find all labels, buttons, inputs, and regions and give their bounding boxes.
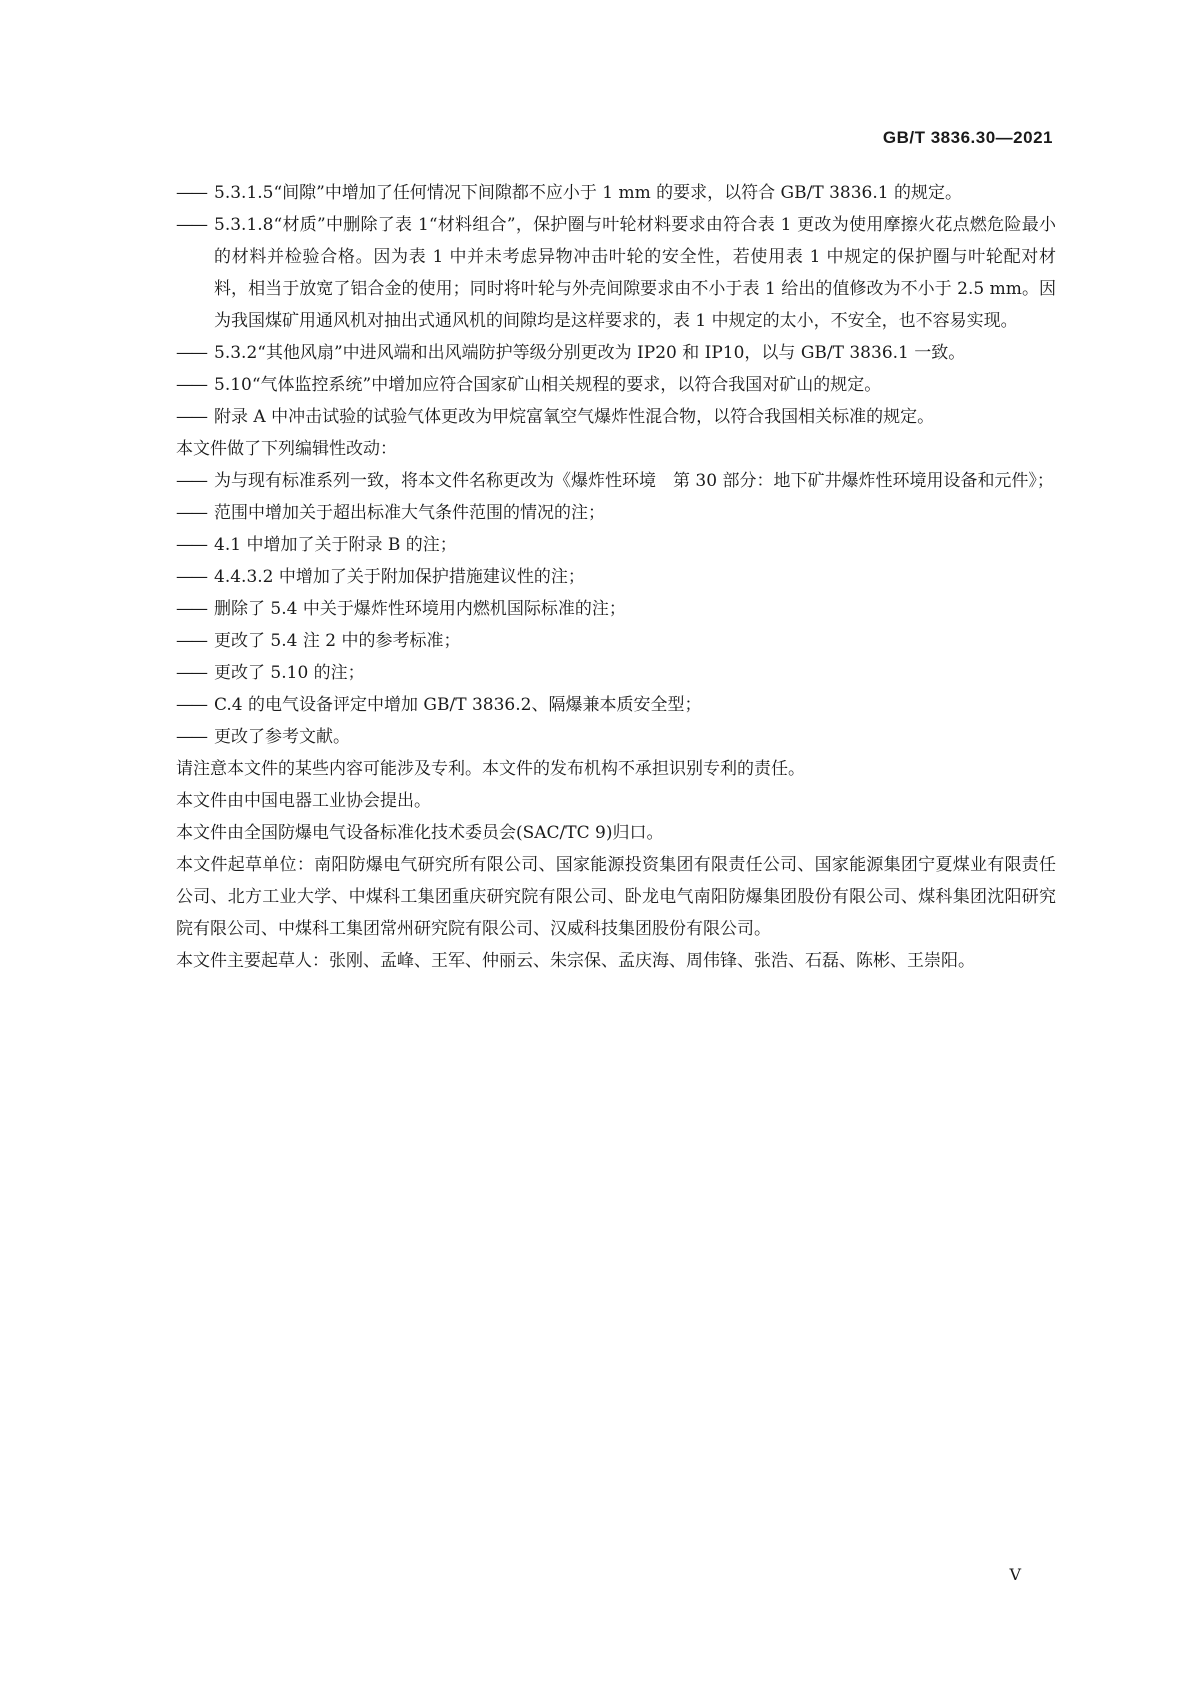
list-item <box>176 657 1056 689</box>
list-item <box>176 209 1056 337</box>
dash-marker: —— <box>176 535 206 555</box>
patent-notice: 请注意本文件的某些内容可能涉及专利。本文件的发布机构不承担识别专利的责任。 <box>176 759 805 779</box>
list-item <box>176 593 1056 625</box>
centralized-statement: 本文件由全国防爆电气设备标准化技术委员会(SAC/TC 9)归口。 <box>176 823 664 843</box>
standard-code: GB/T 3836.30—2021 <box>882 128 1053 147</box>
change-text: C.4 的电气设备评定中增加 GB/T 3836.2、隔爆兼本质安全型； <box>214 695 702 715</box>
list-item <box>176 721 1056 753</box>
change-text: 5.10“气体监控系统”中增加应符合国家矿山相关规程的要求，以符合我国对矿山的规定。 <box>214 375 882 395</box>
change-text: 5.3.2“其他风扇”中进风端和出风端防护等级分别更改为 IP20 和 IP10，以与 GB/T 3836.1 一致。 <box>214 343 966 363</box>
dash-marker: —— <box>176 471 206 491</box>
foreword-body <box>176 177 1056 977</box>
change-text: 4.1 中增加了关于附录 B 的注； <box>214 535 457 555</box>
editorial-intro: 本文件做了下列编辑性改动： <box>176 439 397 459</box>
dash-marker: —— <box>176 343 206 363</box>
dash-marker: —— <box>176 695 206 715</box>
dash-marker: —— <box>176 503 206 523</box>
change-text: 更改了参考文献。 <box>214 727 350 747</box>
dash-marker: —— <box>176 375 206 395</box>
drafting-units: 本文件起草单位：南阳防爆电气研究所有限公司、国家能源投资集团有限责任公司、国家能源集团宁夏煤业有限责任公司、北方工业大学、中煤科工集团重庆研究院有限公司、卧龙电气南阳防爆集团股份有限公司、煤科集团沈阳研究院有限公司、中煤科工集团常州研究院有限公司、汉威科技集团股份有限公司。 <box>176 855 1056 939</box>
list-item <box>176 689 1056 721</box>
list-item <box>176 529 1056 561</box>
dash-marker: —— <box>176 631 206 651</box>
list-item <box>176 497 1056 529</box>
dash-marker: —— <box>176 183 206 203</box>
change-text: 附录 A 中冲击试验的试验气体更改为甲烷富氧空气爆炸性混合物，以符合我国相关标准的规定。 <box>214 407 935 427</box>
list-item <box>176 465 1056 497</box>
change-text: 更改了 5.10 的注； <box>214 663 365 683</box>
change-text: 删除了 5.4 中关于爆炸性环境用内燃机国际标准的注； <box>214 599 626 619</box>
dash-marker: —— <box>176 727 206 747</box>
list-item <box>176 369 1056 401</box>
drafters: 本文件主要起草人：张刚、孟峰、王军、仲丽云、朱宗保、孟庆海、周伟锋、张浩、石磊、陈彬、王崇阳。 <box>176 951 975 971</box>
change-text: 更改了 5.4 注 2 中的参考标准； <box>214 631 461 651</box>
dash-marker: —— <box>176 663 206 683</box>
dash-marker: —— <box>176 599 206 619</box>
dash-marker: —— <box>176 407 206 427</box>
list-item <box>176 337 1056 369</box>
proposer-statement: 本文件由中国电器工业协会提出。 <box>176 791 431 811</box>
list-item <box>176 561 1056 593</box>
dash-marker: —— <box>176 567 206 587</box>
change-text: 为与现有标准系列一致，将本文件名称更改为《爆炸性环境 第 30 部分：地下矿井爆炸性环境用设备和元件》； <box>214 471 1054 491</box>
dash-marker: —— <box>176 215 206 235</box>
change-text: 范围中增加关于超出标准大气条件范围的情况的注； <box>214 503 605 523</box>
list-item <box>176 625 1056 657</box>
change-text: 4.4.3.2 中增加了关于附加保护措施建议性的注； <box>214 567 585 587</box>
change-text: 5.3.1.5“间隙”中增加了任何情况下间隙都不应小于 1 mm 的要求，以符合 GB/T 3836.1 的规定。 <box>214 183 962 203</box>
page-number: V <box>1009 1565 1021 1584</box>
change-text: 5.3.1.8“材质”中删除了表 1“材料组合”，保护圈与叶轮材料要求由符合表 1 更改为使用摩擦火花点燃危险最小的材料并检验合格。因为表 1 中并未考虑异物冲击叶轮的安全性，若使用表 1 中规定的保护圈与叶轮配对材料，相当于放宽了铝合金的使用；同时将叶轮与外壳间隙要求由不小于表 1 给出的值修改为不小于 2.5 mm。因为我国煤矿用通风机对抽出式通风机的间隙均是这样要求的，表 1 中规定的太小，不安全，也不容易实现。 <box>214 215 1056 331</box>
list-item <box>176 401 1056 433</box>
list-item <box>176 177 1056 209</box>
